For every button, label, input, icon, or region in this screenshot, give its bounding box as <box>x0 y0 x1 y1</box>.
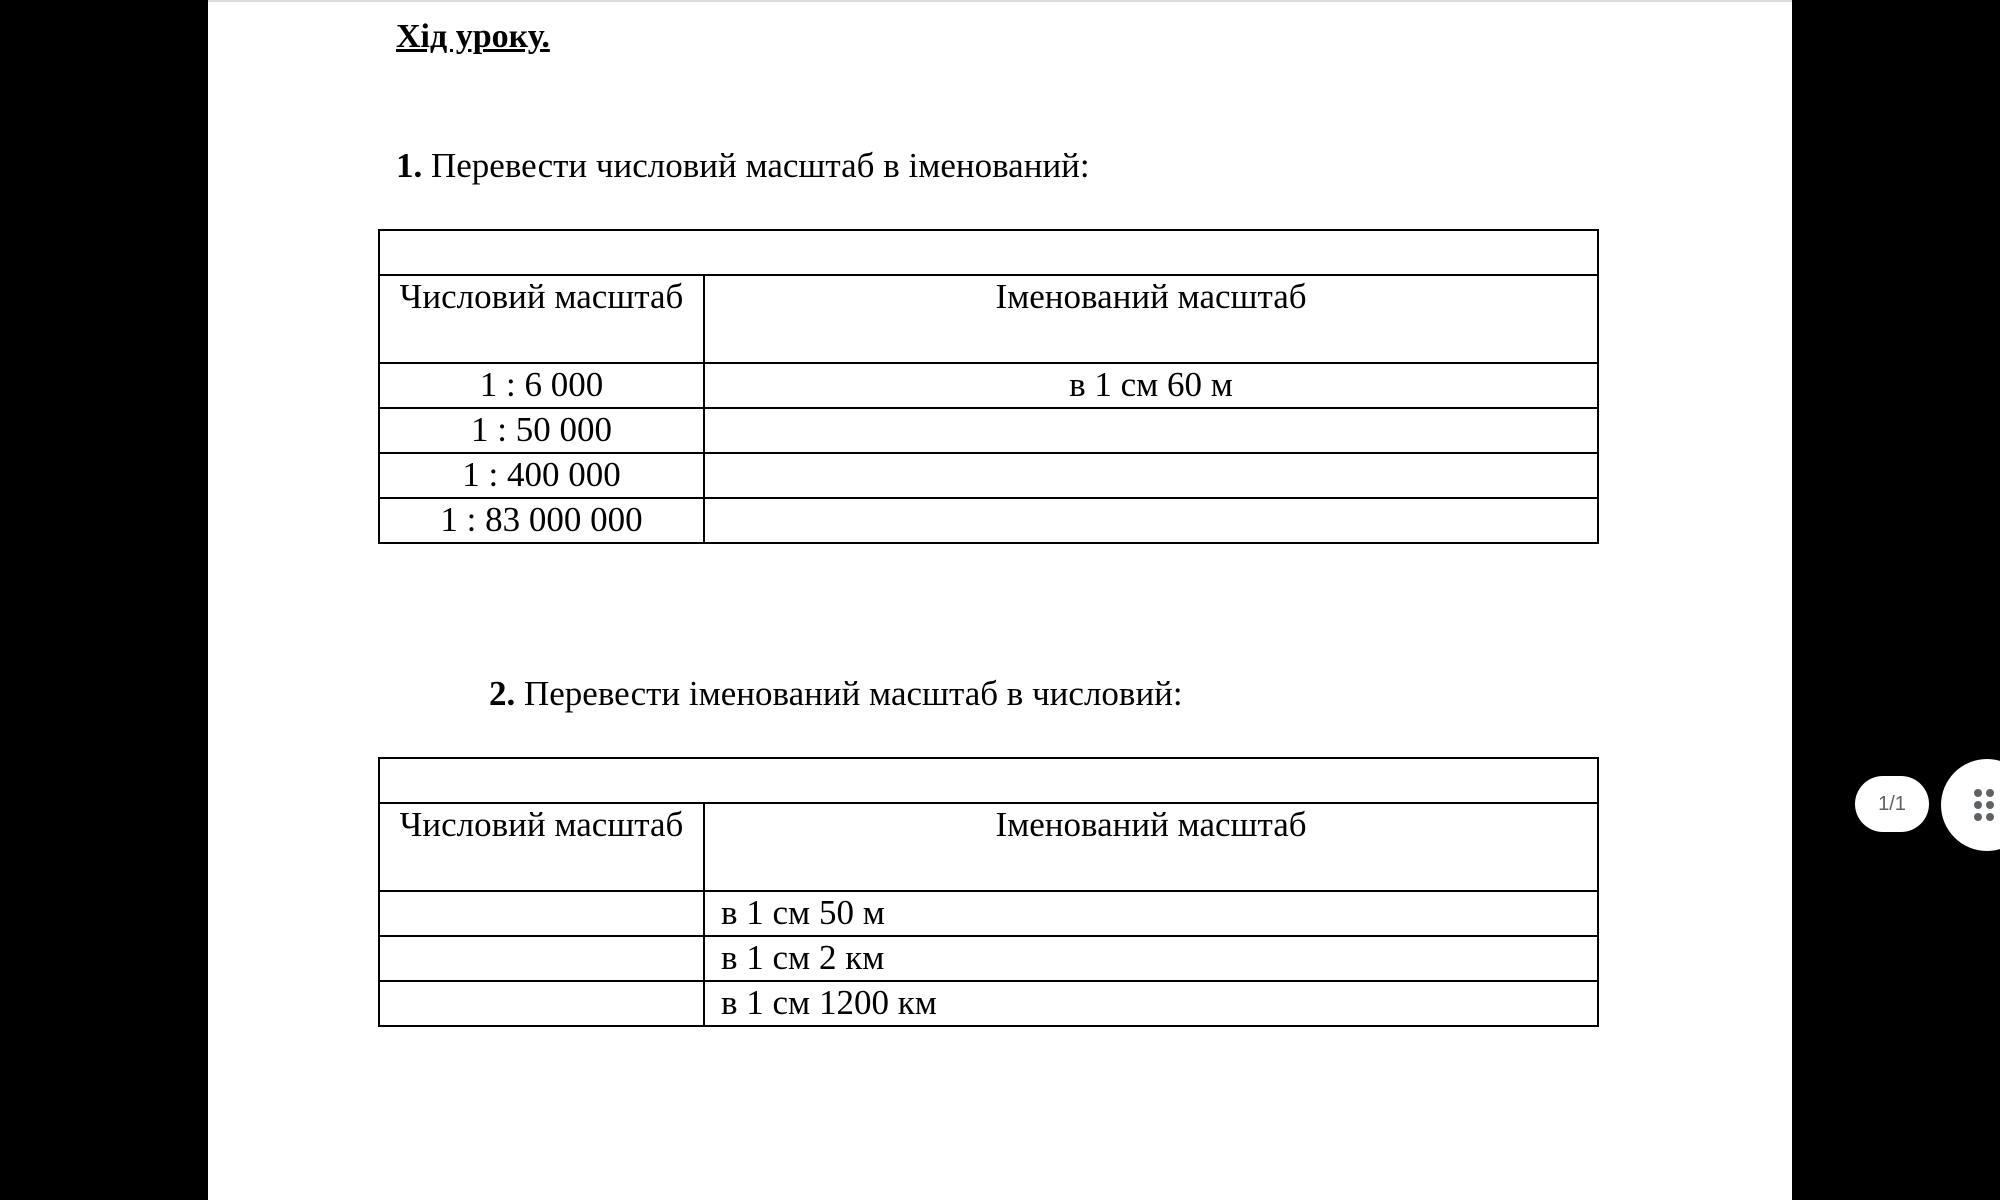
named-scale-cell: в 1 см 1200 км <box>704 981 1598 1026</box>
header-numeric-scale: Числовий масштаб <box>379 275 704 363</box>
numeric-scale-cell: 1 : 50 000 <box>379 408 704 453</box>
lesson-title: Хід уроку. <box>396 18 550 55</box>
document-page <box>208 0 1792 1200</box>
named-scale-cell <box>704 408 1598 453</box>
numeric-scale-cell: 1 : 83 000 000 <box>379 498 704 543</box>
grid-dots-icon <box>1973 787 2000 823</box>
table-row <box>379 453 1598 498</box>
table-header-row <box>379 803 1598 891</box>
task-1-text: Перевести числовий масштаб в іменований: <box>422 146 1090 185</box>
table-row <box>379 758 1598 803</box>
task-2-table <box>378 757 1599 1027</box>
task-2-number: 2. <box>489 674 516 713</box>
task-1-heading <box>396 146 1090 186</box>
named-scale-cell: в 1 см 50 м <box>704 891 1598 936</box>
numeric-scale-cell <box>379 891 704 936</box>
task-1-number: 1. <box>396 146 423 185</box>
table-empty-header-cell <box>379 230 1598 275</box>
table-row <box>379 891 1598 936</box>
numeric-scale-cell <box>379 981 704 1026</box>
table-row <box>379 230 1598 275</box>
table-row <box>379 936 1598 981</box>
named-scale-cell <box>704 498 1598 543</box>
numeric-scale-cell: 1 : 400 000 <box>379 453 704 498</box>
named-scale-cell: в 1 см 2 км <box>704 936 1598 981</box>
task-2-heading <box>489 674 1183 714</box>
table-row <box>379 981 1598 1026</box>
named-scale-cell <box>704 453 1598 498</box>
task-2-text: Перевести іменований масштаб в числовий: <box>515 674 1183 713</box>
table-row <box>379 498 1598 543</box>
table-header-row <box>379 275 1598 363</box>
page-grid-button[interactable] <box>1941 759 2000 851</box>
page-indicator: 1/1 <box>1855 776 1929 832</box>
numeric-scale-cell <box>379 936 704 981</box>
table-row <box>379 408 1598 453</box>
header-numeric-scale: Числовий масштаб <box>379 803 704 891</box>
header-named-scale: Іменований масштаб <box>704 803 1598 891</box>
table-row <box>379 363 1598 408</box>
table-empty-header-cell <box>379 758 1598 803</box>
header-named-scale: Іменований масштаб <box>704 275 1598 363</box>
task-1-table <box>378 229 1599 544</box>
named-scale-cell: в 1 см 60 м <box>704 363 1598 408</box>
numeric-scale-cell: 1 : 6 000 <box>379 363 704 408</box>
